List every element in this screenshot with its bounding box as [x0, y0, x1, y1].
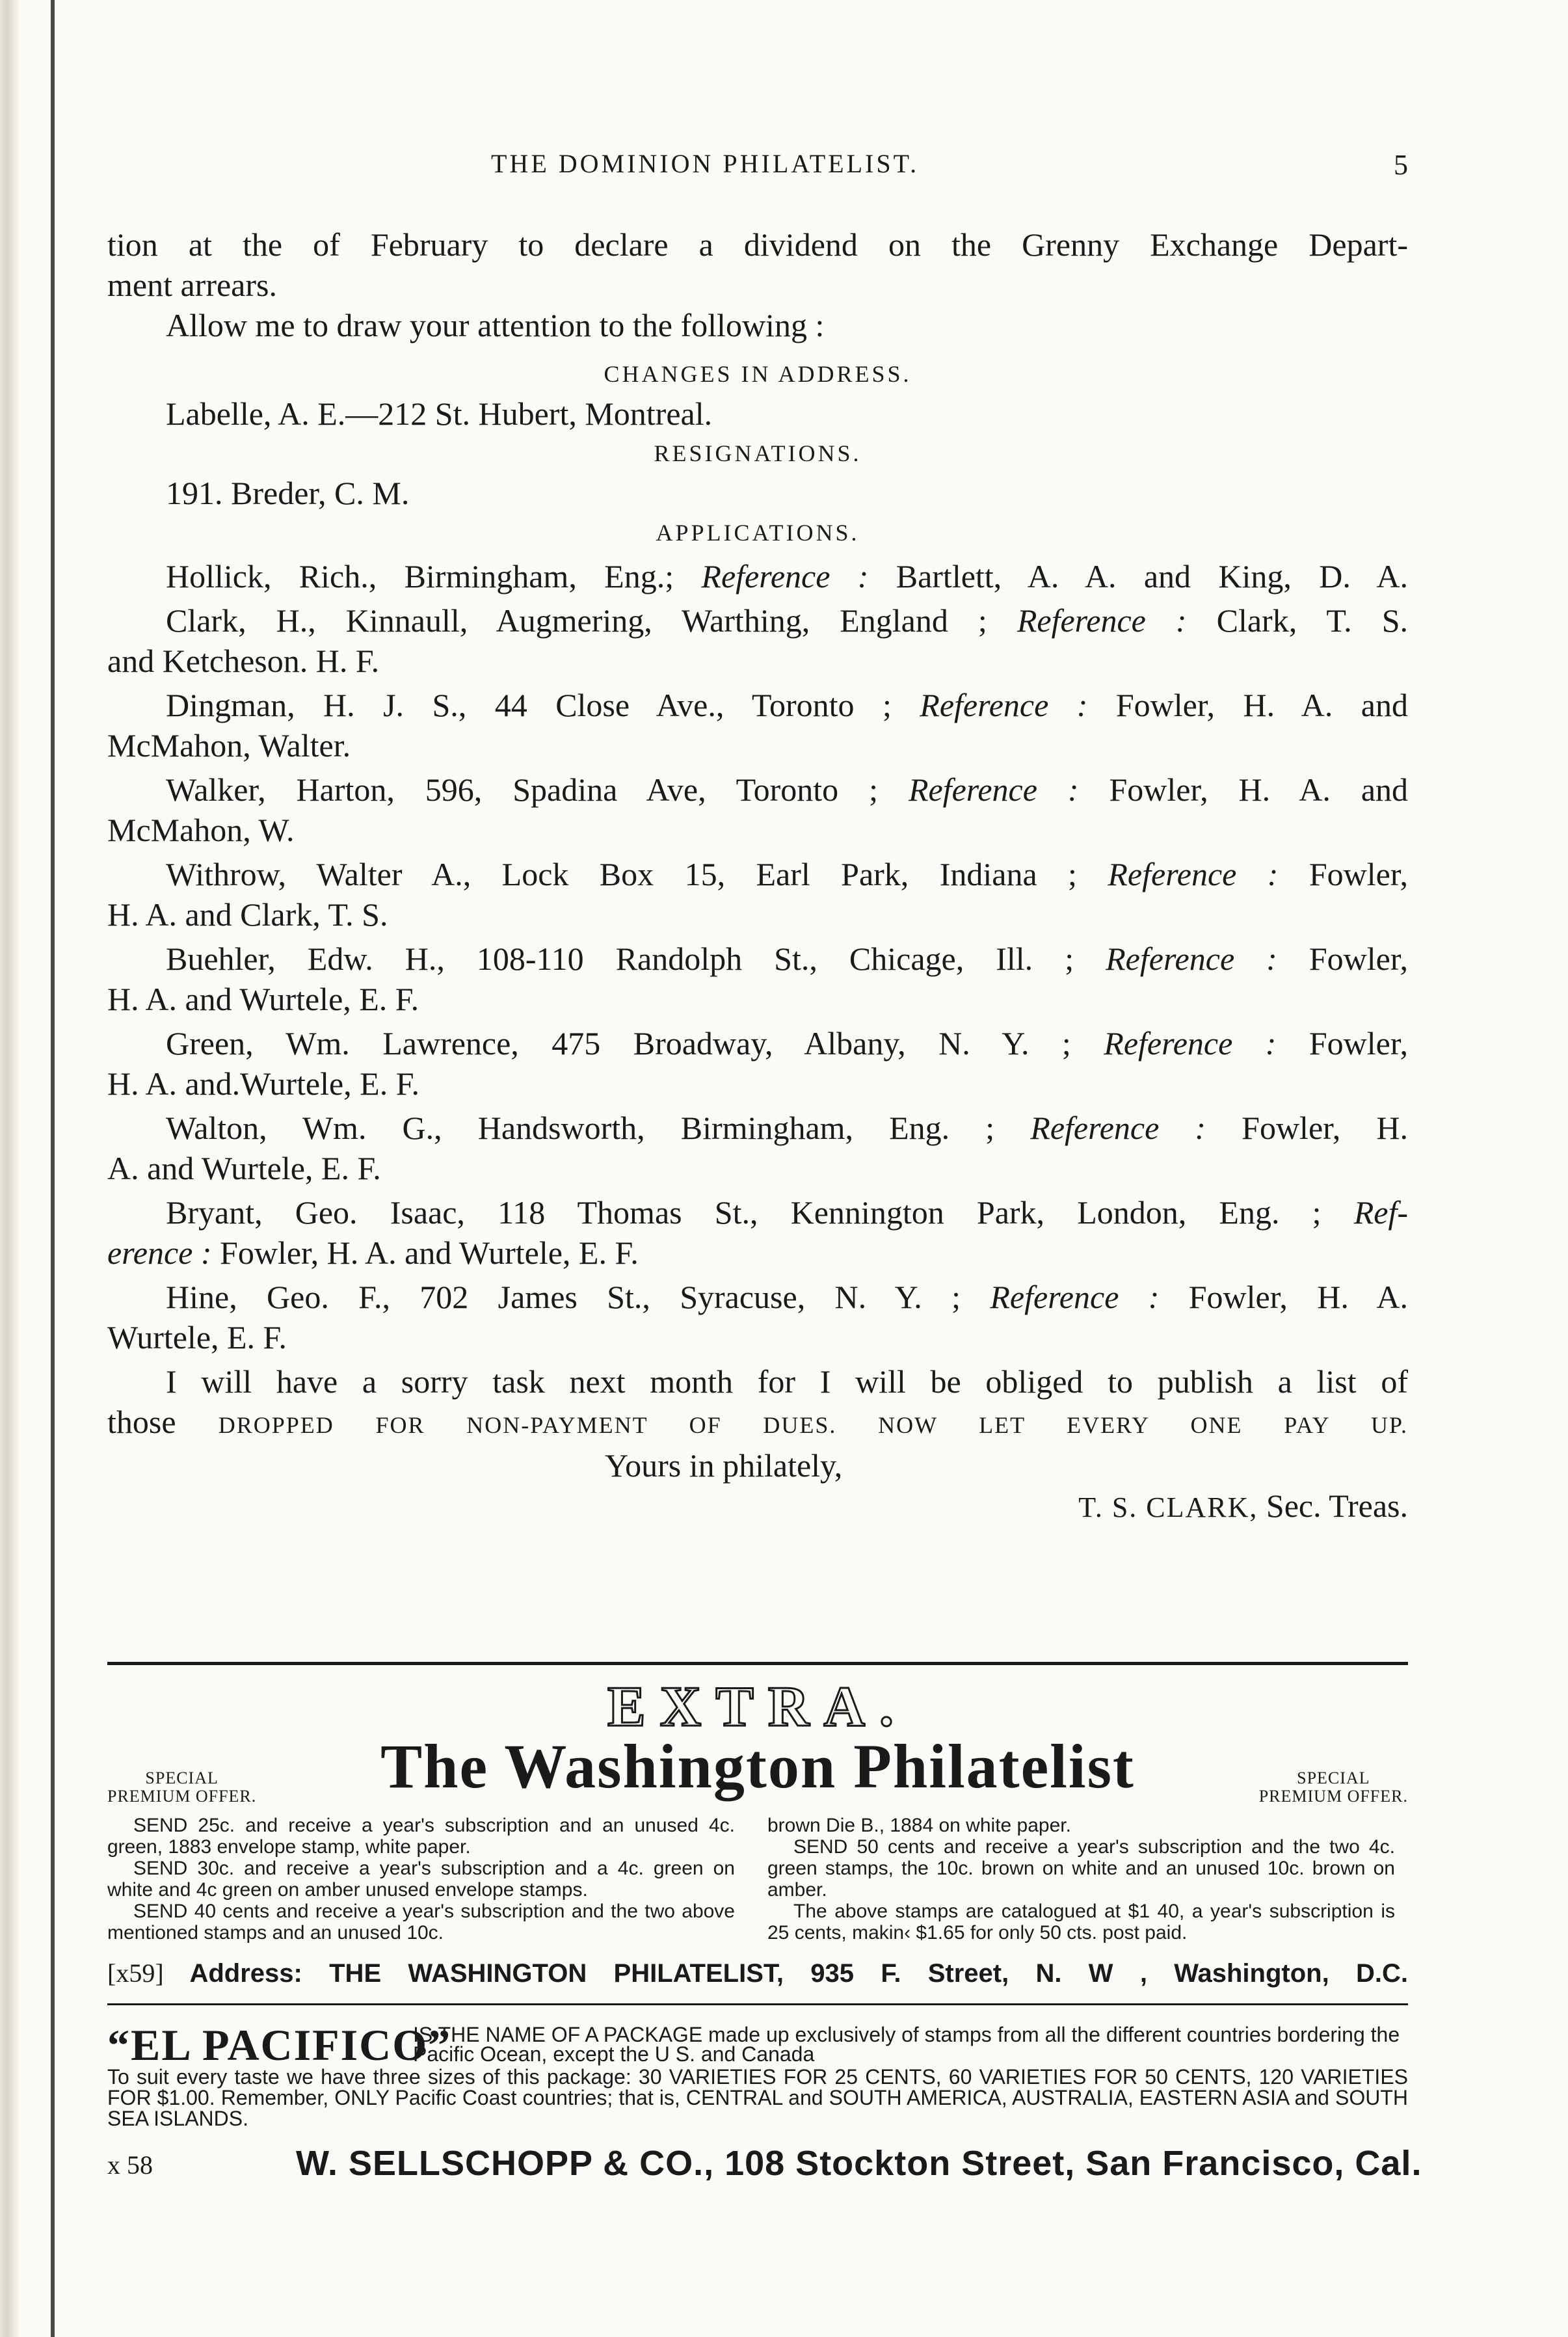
applicant-line: [107, 1023, 1408, 1063]
applicant-text: Buehler, Edw. H., 108-110 Randolph St., Chicage, Ill. ;: [166, 941, 1074, 977]
reference-label: Reference :: [1017, 602, 1187, 639]
signoff: Yours in philately,: [605, 1447, 843, 1484]
reference-text: Fowler, H. A. and: [1109, 771, 1409, 808]
offer-paragraph: SEND 50 cents and receive a year's subscription and the two 4c. green stamps, the 10c. brown on white and an unused 10c. brown on amber.: [767, 1836, 1395, 1901]
page-number: 5: [1394, 149, 1408, 181]
applicant-text: Clark, H., Kinnaull, Augmering, Warthing, England ;: [166, 602, 987, 639]
offer-column-left: [107, 1815, 735, 1943]
applicant-line: [107, 854, 1408, 894]
applicant-text: Dingman, H. J. S., 44 Close Ave., Toronto ;: [166, 687, 892, 723]
offer-label-text: SPECIAL PREMIUM OFFER.: [107, 1769, 257, 1806]
signature: [107, 1486, 1408, 1528]
article-body: [107, 224, 1408, 1528]
reference-text: Fowler, H. A. and: [1115, 687, 1409, 723]
extra-heading: EXTRA.: [607, 1676, 909, 1739]
reference-label: Reference :: [1030, 1110, 1206, 1146]
offer-label-right: [1259, 1769, 1408, 1806]
reference-label-rest: erence :: [107, 1235, 212, 1271]
reference-text: Fowler,: [1309, 941, 1409, 977]
applications-heading: APPLICATIONS.: [656, 520, 860, 546]
offer-column-right: [767, 1815, 1395, 1943]
applicant-line: [107, 685, 1408, 725]
offer-paragraph: The above stamps are catalogued at $1 40, a year's subscription is 25 cents, makin‹ $1.65 for only 50 cts. post paid.: [767, 1901, 1395, 1943]
closing-start: those: [107, 1404, 176, 1440]
masthead-title: The Washington Philatelist: [380, 1731, 1135, 1801]
applicant-text: Bryant, Geo. Isaac, 118 Thomas St., Kennington Park, London, Eng. ;: [166, 1194, 1322, 1231]
changes-entry: Labelle, A. E.—212 St. Hubert, Montreal.: [166, 395, 713, 432]
applicant-line: [107, 1192, 1408, 1233]
changes-heading: CHANGES IN ADDRESS.: [604, 361, 912, 387]
ad-code: [x59]: [107, 1958, 164, 1988]
resignations-heading: RESIGNATIONS.: [654, 440, 862, 466]
reference-text: Bartlett, A. A. and King, D. A.: [896, 558, 1408, 594]
closing-line: I will have a sorry task next month for I will be obliged to publish a list of: [166, 1363, 1408, 1400]
ad-tagline: IS THE NAME OF A PACKAGE made up exclusively of stamps from all the different countries bordering the Pacific Ocean, except the U S. and Canada: [413, 2023, 1400, 2066]
applicant-line: [107, 556, 1408, 596]
reference-label: Reference :: [990, 1279, 1160, 1315]
washington-masthead: [107, 1730, 1408, 1808]
applicant-text: Green, Wm. Lawrence, 475 Broadway, Albany, N. Y. ;: [166, 1025, 1071, 1062]
applicant-line: [107, 769, 1408, 810]
address-text: Address: THE WASHINGTON PHILATELIST, 935 F. Street, N. W , Washington, D.C.: [189, 1959, 1408, 1988]
reference-label: Reference :: [701, 558, 869, 594]
page-binding-edge: [0, 0, 20, 2337]
applicant-continuation: and Ketcheson. H. F.: [107, 643, 380, 679]
ad-brand: “EL PACIFICO”: [107, 2020, 452, 2070]
reference-label: Reference :: [908, 771, 1079, 808]
applicant-continuation: McMahon, Walter.: [107, 727, 351, 764]
applicant-continuation: [107, 1233, 1408, 1273]
offer-paragraph: SEND 25c. and receive a year's subscription and an unused 4c. green, 1883 envelope stamp, white paper.: [107, 1815, 735, 1858]
section-rule: [107, 1662, 1408, 1665]
applicant-text: Hollick, Rich., Birmingham, Eng.;: [166, 558, 674, 594]
applicant-continuation: H. A. and.Wurtele, E. F.: [107, 1065, 420, 1102]
reference-label: Reference :: [1106, 941, 1277, 977]
applicant-line: [107, 600, 1408, 641]
reference-text: Clark, T. S.: [1216, 602, 1409, 639]
reference-label-split: Ref-: [1353, 1194, 1409, 1231]
reference-text: Fowler,: [1309, 1025, 1409, 1062]
offer-paragraph: SEND 30c. and receive a year's subscription and a 4c. green on white and 4c green on amber unused envelope stamps.: [107, 1858, 735, 1901]
resignation-entry: 191. Breder, C. M.: [166, 475, 410, 511]
running-title: THE DOMINION PHILATELIST.: [491, 149, 920, 178]
applicant-continuation: McMahon, W.: [107, 812, 295, 848]
reference-label: Reference :: [920, 687, 1088, 723]
address-line: [107, 1958, 1408, 1988]
binding-rule: [51, 0, 55, 2337]
section-rule: [107, 2003, 1408, 2005]
text-line: tion at the of February to declare a dividend on the Grenny Exchange Depart-: [107, 226, 1408, 263]
text-line: Allow me to draw your attention to the following :: [166, 307, 825, 343]
offer-paragraph: SEND 40 cents and receive a year's subscription and the two above mentioned stamps and an unused 10c.: [107, 1901, 735, 1943]
reference-label: Reference :: [1104, 1025, 1277, 1062]
page-header: [107, 148, 1408, 187]
signature-title: Sec. Treas.: [1266, 1488, 1408, 1524]
scanned-page: [107, 0, 1422, 2337]
signature-name: T. S. CLARK,: [1078, 1491, 1258, 1523]
ad-footer: [107, 2143, 1422, 2189]
closing-caps: DROPPED FOR NON-PAYMENT OF DUES. NOW LET EVERY ONE PAY UP.: [218, 1412, 1408, 1438]
applicant-text: Walker, Harton, 596, Spadina Ave, Toronto ;: [166, 771, 878, 808]
offer-paragraph: brown Die B., 1884 on white paper.: [767, 1815, 1071, 1836]
applicant-line: [107, 939, 1408, 979]
closing-line: [107, 1402, 1408, 1445]
reference-text: Fowler,: [1309, 856, 1409, 892]
ad-body: To suit every taste we have three sizes of this package: 30 VARIETIES FOR 25 CENTS, 60 VARIETIES FOR 50 CENTS, 120 VARIETIES FOR $1.00. Remember, ONLY Pacific Coast countries; that is, CENTRAL and SOUTH AMERICA, AUSTRALIA, EASTERN ASIA and SOUTH SEA ISLANDS.: [107, 2065, 1408, 2130]
reference-text: Fowler, H. A. and Wurtele, E. F.: [220, 1235, 639, 1271]
ad-code: x 58: [107, 2150, 153, 2180]
applicant-text: Hine, Geo. F., 702 James St., Syracuse, N. Y. ;: [166, 1279, 961, 1315]
applicant-line: [107, 1108, 1408, 1148]
reference-text: Fowler, H.: [1242, 1110, 1408, 1146]
applicant-continuation: Wurtele, E. F.: [107, 1319, 287, 1355]
reference-label: Reference :: [1108, 856, 1279, 892]
applicant-text: Walton, Wm. G., Handsworth, Birmingham, Eng. ;: [166, 1110, 995, 1146]
text-line: ment arrears.: [107, 267, 277, 303]
applicant-line: [107, 1277, 1408, 1317]
applicant-continuation: H. A. and Clark, T. S.: [107, 896, 388, 933]
company-name: W. SELLSCHOPP & CO., 108 Stockton Street, San Francisco, Cal.: [296, 2144, 1422, 2183]
offer-label-text: SPECIAL PREMIUM OFFER.: [1258, 1769, 1408, 1806]
applicant-continuation: H. A. and Wurtele, E. F.: [107, 981, 419, 1017]
applicant-continuation: A. and Wurtele, E. F.: [107, 1150, 381, 1186]
applicant-text: Withrow, Walter A., Lock Box 15, Earl Park, Indiana ;: [166, 856, 1077, 892]
reference-text: Fowler, H. A.: [1188, 1279, 1409, 1315]
